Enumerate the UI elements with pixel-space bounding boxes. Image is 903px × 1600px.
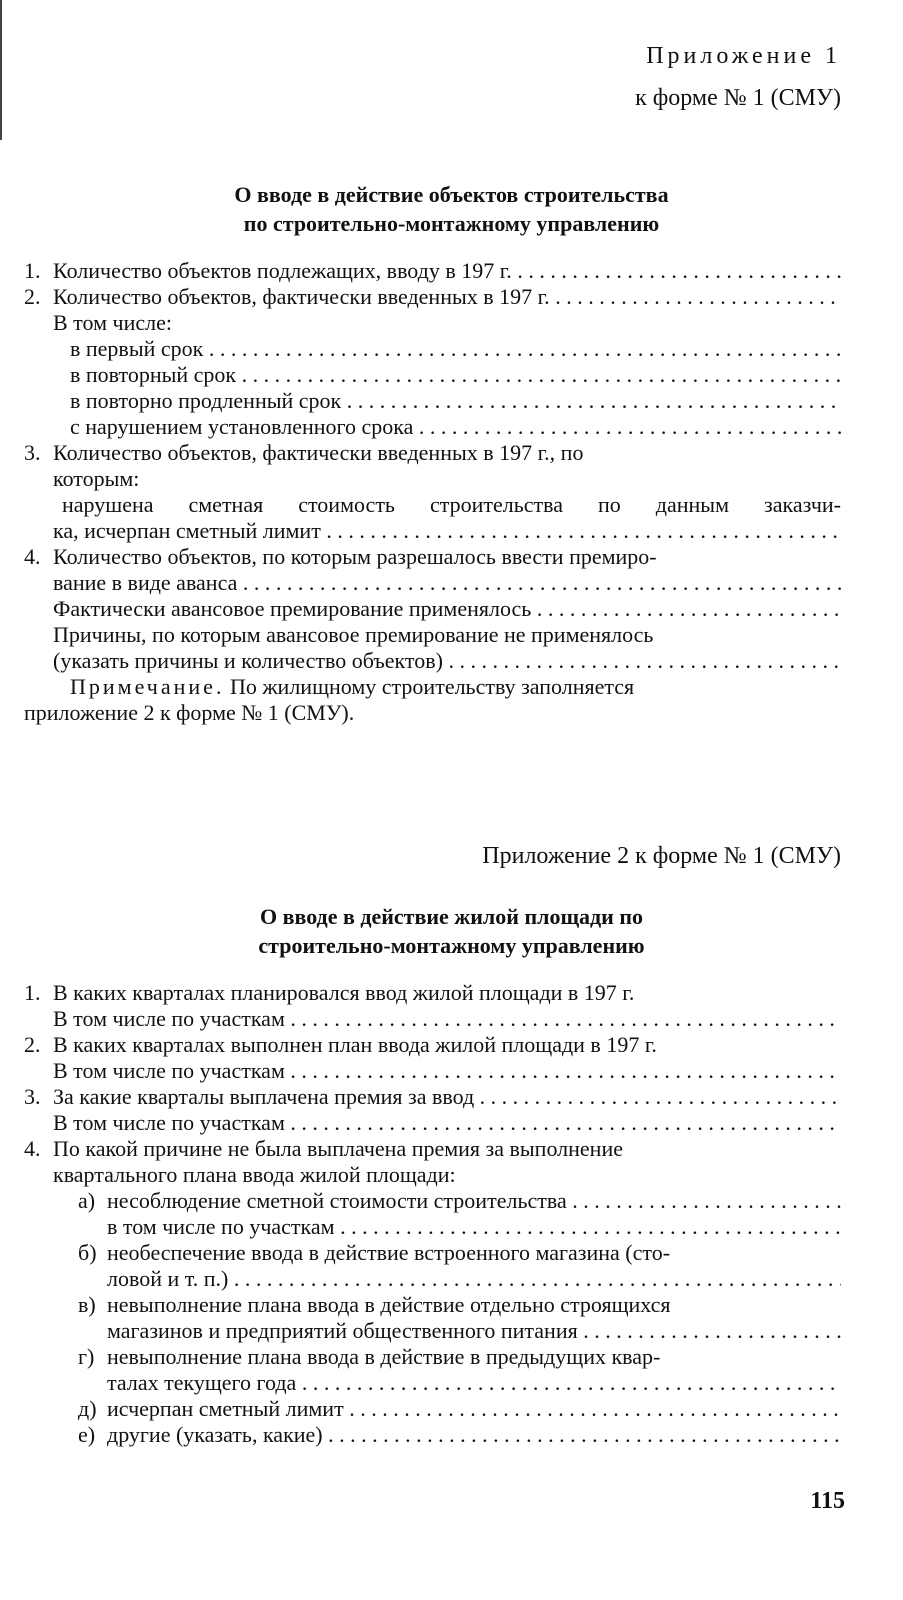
item-text: По какой причине не была выплачена премия за выполнение: [53, 1136, 623, 1161]
list-item: [24, 1136, 841, 1162]
item-text: нарушена сметная стоимость строительства по данным заказчи-: [62, 492, 841, 517]
item-text: другие (указать, какие): [107, 1422, 323, 1447]
item-number: г): [78, 1344, 95, 1369]
item-text: необеспечение ввода в действие встроенного магазина (сто-: [107, 1240, 671, 1265]
appendix-1-title-line: О вводе в действие объектов строительства: [234, 182, 669, 207]
appendix-2-title-line: О вводе в действие жилой площади по: [259, 904, 644, 929]
appendix-1-label: Приложение 1: [646, 43, 841, 69]
list-item: [53, 648, 841, 674]
list-item: [24, 440, 841, 466]
list-item: [107, 1370, 841, 1396]
list-item: [78, 1292, 841, 1318]
item-number: д): [78, 1396, 97, 1421]
list-item: [70, 362, 841, 388]
item-text: ка, исчерпан сметный лимит: [53, 518, 321, 543]
item-text: несоблюдение сметной стоимости строительства: [107, 1188, 567, 1213]
item-text: ловой и т. п.): [107, 1266, 229, 1291]
list-item: [70, 388, 841, 414]
list-item: [24, 544, 841, 570]
item-text: В том числе по участкам: [53, 1110, 285, 1135]
list-item: [53, 518, 841, 544]
list-item: [53, 1110, 841, 1136]
list-item: [24, 284, 841, 310]
item-text: Количество объектов, фактически введенных в 197 г., по: [53, 440, 584, 465]
item-text: За какие кварталы выплачена премия за ввод: [53, 1084, 475, 1109]
appendix-2-title-line: строительно-монтажному управлению: [258, 933, 645, 958]
item-number: 1.: [24, 258, 41, 283]
note-continued: [24, 700, 841, 726]
item-text: квартального плана ввода жилой площади:: [53, 1162, 456, 1187]
appendix-1-title: [0, 180, 903, 238]
item-number: 2.: [24, 1032, 41, 1057]
item-text: В том числе по участкам: [53, 1006, 285, 1031]
item-text: в повторно продленный срок: [70, 388, 342, 413]
item-text: В том числе по участкам: [53, 1058, 285, 1083]
item-number: 3.: [24, 1084, 41, 1109]
appendix-2-title: [0, 902, 903, 960]
page-number: 115: [810, 1488, 845, 1514]
scan-edge: [0, 0, 2, 140]
item-text: В каких кварталах планировался ввод жилой площади в 197 г.: [53, 980, 635, 1005]
item-text: талах текущего года: [107, 1370, 297, 1395]
appendix-1-form-ref: к форме № 1 (СМУ): [635, 85, 841, 111]
item-text: невыполнение плана ввода в действие отдельно строящихся: [107, 1292, 671, 1317]
list-item: [24, 980, 841, 1006]
list-item: [70, 336, 841, 362]
list-item: [78, 1240, 841, 1266]
item-text: магазинов и предприятий общественного питания: [107, 1318, 578, 1343]
item-text: Причины, по которым авансовое премирование не применялось: [53, 622, 654, 647]
item-text: невыполнение плана ввода в действие в предыдущих квар-: [107, 1344, 661, 1369]
item-text: которым:: [53, 466, 140, 491]
item-text: вание в виде аванса: [53, 570, 238, 595]
item-text: В каких кварталах выполнен план ввода жилой площади в 197 г.: [53, 1032, 657, 1057]
list-item: [78, 1396, 841, 1422]
appendix-2-label: Приложение 2 к форме № 1 (СМУ): [482, 843, 841, 869]
list-item: [53, 1006, 841, 1032]
list-item: [107, 1266, 841, 1292]
list-item: [53, 1162, 841, 1188]
list-item: [53, 622, 841, 648]
item-number: 3.: [24, 440, 41, 465]
item-text: Количество объектов, по которым разрешалось ввести премиро-: [53, 544, 657, 569]
item-number: 1.: [24, 980, 41, 1005]
list-item: [53, 596, 841, 622]
list-item: [53, 1058, 841, 1084]
list-item: [53, 310, 841, 336]
item-number: 4.: [24, 544, 41, 569]
item-number: а): [78, 1188, 96, 1213]
list-item: [24, 1084, 841, 1110]
item-text: Количество объектов подлежащих, вводу в 197 г.: [53, 258, 512, 283]
item-number: в): [78, 1292, 96, 1317]
note-lead: Примечание.: [70, 674, 225, 699]
list-item: [107, 1214, 841, 1240]
item-number: б): [78, 1240, 97, 1265]
item-text: Количество объектов, фактически введенных в 197 г.: [53, 284, 550, 309]
item-text: (указать причины и количество объектов): [53, 648, 443, 673]
list-item: [70, 414, 841, 440]
item-text: В том числе:: [53, 310, 172, 335]
item-number: 2.: [24, 284, 41, 309]
list-item: [53, 466, 841, 492]
note-text: По жилищному строительству заполняется: [229, 674, 635, 699]
item-text: в том числе по участкам: [107, 1214, 335, 1239]
item-text: в первый срок: [70, 336, 204, 361]
list-item: [78, 1422, 841, 1448]
item-text: Фактически авансовое премирование применялось: [53, 596, 532, 621]
list-item: [78, 1344, 841, 1370]
note: [70, 674, 841, 700]
appendix-2-header: [482, 835, 841, 877]
list-item: [107, 1318, 841, 1344]
list-item: [53, 570, 841, 596]
item-number: е): [78, 1422, 96, 1447]
note-text: приложение 2 к форме № 1 (СМУ).: [24, 700, 355, 725]
list-item: [62, 492, 841, 518]
list-item: [78, 1188, 841, 1214]
item-text: в повторный срок: [70, 362, 237, 387]
appendix-1-title-line: по строительно-монтажному управлению: [243, 211, 660, 236]
item-number: 4.: [24, 1136, 41, 1161]
item-text: исчерпан сметный лимит: [107, 1396, 344, 1421]
list-item: [24, 258, 841, 284]
list-item: [24, 1032, 841, 1058]
item-text: с нарушением установленного срока: [70, 414, 414, 439]
appendix-1-header: [635, 35, 841, 119]
